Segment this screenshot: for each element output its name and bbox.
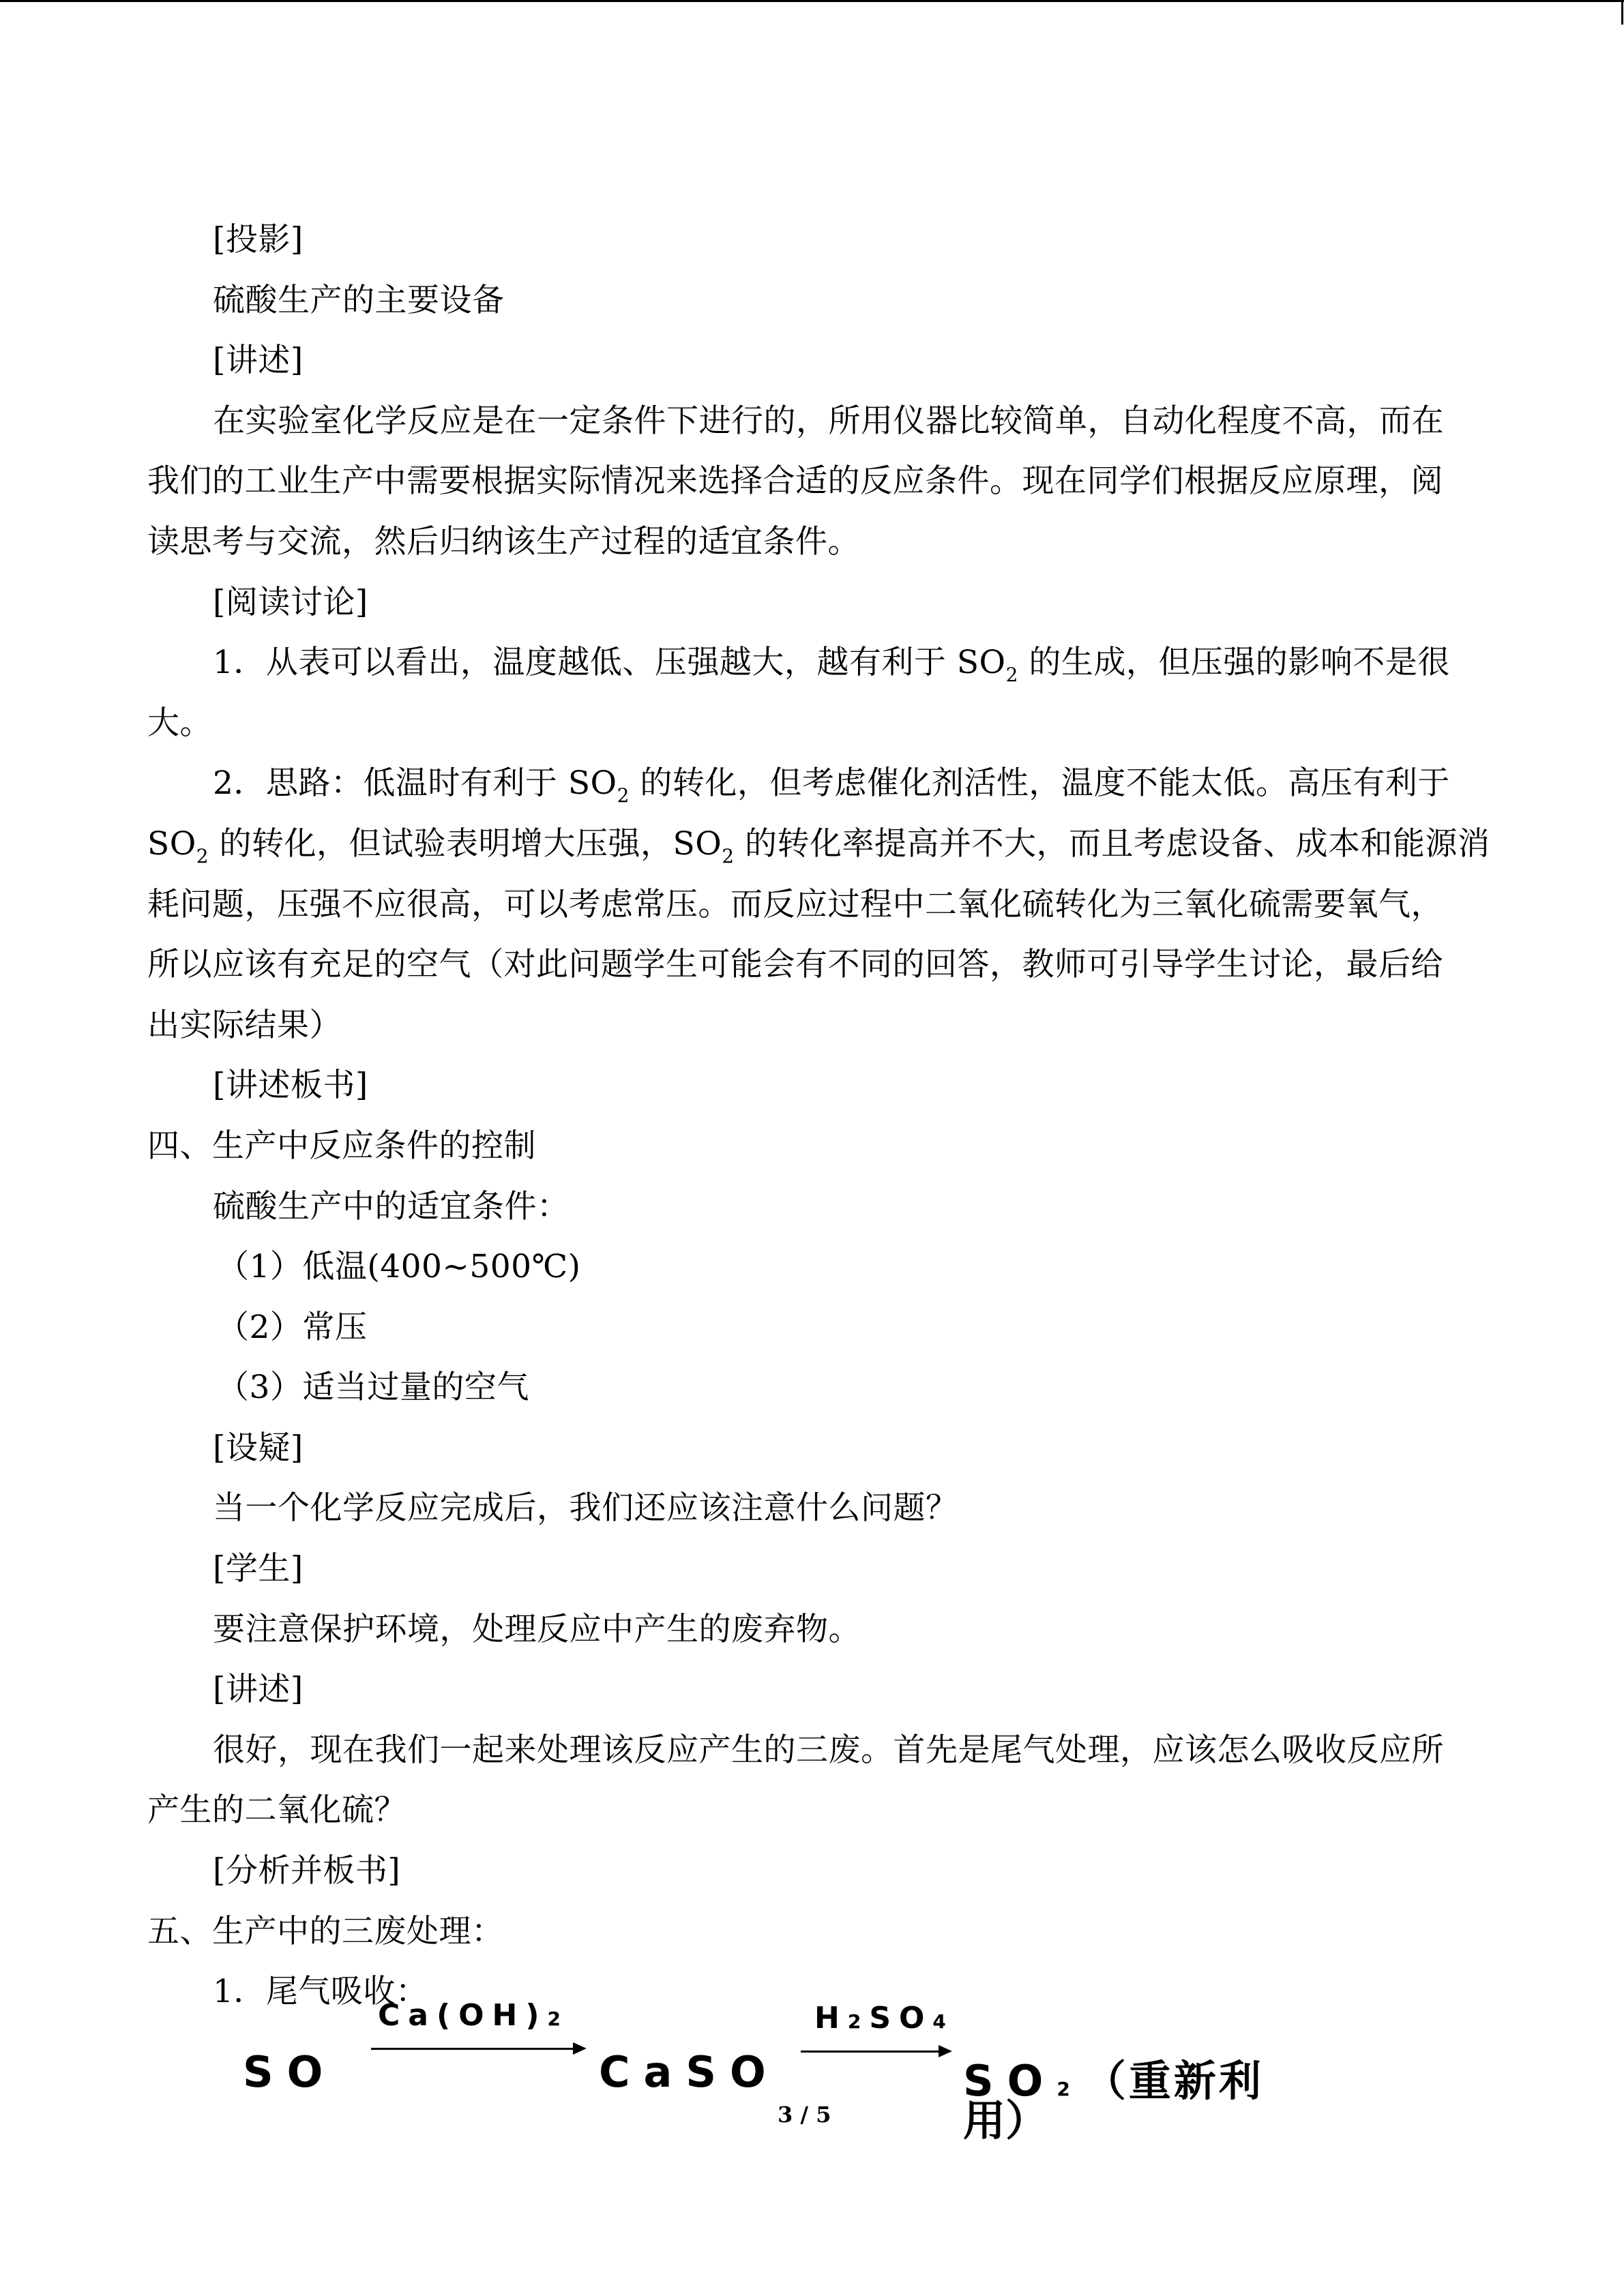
- text-run: 的生成，但压强的影响不是很: [1018, 644, 1450, 682]
- paragraph-line: [147, 633, 1477, 694]
- clipped-note-text: 用）: [963, 2096, 1048, 2145]
- condition-item-1: （1）低温(400~500℃): [217, 1248, 581, 1286]
- product-formula: SO: [963, 2056, 1057, 2106]
- equation-intermediate: CaSO: [599, 2047, 780, 2097]
- product-subscript: 2: [1057, 2078, 1084, 2100]
- equation-reagent-2: [814, 2001, 954, 2036]
- paragraph-line: 所以应该有充足的空气（对此问题学生可能会有不同的回答，教师可引导学生讨论，最后给: [147, 946, 1443, 984]
- section-heading-5: 五、生产中的三废处理：: [147, 1912, 504, 1950]
- paragraph-line: 当一个化学反应完成后，我们还应该注意什么问题？: [213, 1489, 958, 1527]
- paragraph-line: 大。: [147, 704, 212, 742]
- paragraph-line: 要注意保护环境，处理反应中产生的废弃物。: [213, 1610, 861, 1648]
- reagent-2-formula-a: H: [814, 2001, 848, 2036]
- reagent-1-formula: Ca(OH): [378, 1998, 548, 2033]
- text-run: 2．思路：低温时有利于 SO: [213, 764, 617, 803]
- label-narration: [讲述]: [213, 342, 304, 380]
- label-question: [设疑]: [213, 1429, 304, 1467]
- section-heading-4: 四、生产中反应条件的控制: [147, 1127, 536, 1165]
- equation-reactant: SO: [243, 2047, 337, 2097]
- paragraph-line: 出实际结果）: [147, 1006, 342, 1044]
- text-run: 的转化率提高并不大，而且考虑设备、成本和能源消: [734, 824, 1490, 863]
- paragraph-line: [147, 754, 1477, 814]
- label-reading-discussion: [阅读讨论]: [213, 583, 368, 621]
- product-note: （重新利: [1083, 2056, 1264, 2106]
- condition-item-2: （2）常压: [217, 1308, 368, 1346]
- condition-item-3: （3）适当过量的空气: [217, 1369, 529, 1407]
- subscript: 2: [722, 844, 735, 867]
- subscript: 2: [1005, 664, 1018, 687]
- paragraph-line: 产生的二氧化硫？: [147, 1791, 407, 1830]
- label-analysis-board: [分析并板书]: [213, 1852, 401, 1890]
- text-run: 1．从表可以看出，温度越低、压强越大，越有利于 SO: [213, 644, 1006, 682]
- paragraph-line: 我们的工业生产中需要根据实际情况来选择合适的反应条件。现在同学们根据反应原理，阅: [147, 462, 1443, 501]
- paragraph-line: 耗问题，压强不应很高，可以考虑常压。而反应过程中二氧化硫转化为三氧化硫需要氧气，: [147, 885, 1443, 923]
- subscript: 2: [617, 784, 630, 807]
- subscript: 2: [196, 844, 209, 867]
- equation-reagent-1: [378, 1998, 569, 2033]
- clipped-note-continuation: [963, 2096, 1048, 2145]
- text-equipment: 硫酸生产的主要设备: [213, 281, 505, 319]
- label-projection: [投影]: [213, 221, 304, 258]
- page-border-right: [1621, 0, 1623, 25]
- paragraph-line: 1．尾气吸收：: [213, 1973, 428, 2011]
- reaction-equation: [147, 1998, 1477, 2175]
- reagent-2-formula-b: SO: [869, 2001, 933, 2036]
- label-narration-board: [讲述板书]: [213, 1067, 368, 1105]
- page-border-top: [0, 0, 1624, 2]
- paragraph-line: 很好，现在我们一起来处理该反应产生的三废。首先是尾气处理，应该怎么吸收反应所: [213, 1731, 1444, 1769]
- page-number: 3 / 5: [778, 2102, 831, 2128]
- reagent-2-subscript-b: 4: [932, 2010, 954, 2033]
- label-narration: [讲述]: [213, 1671, 304, 1709]
- reaction-arrow-2: [801, 2051, 949, 2053]
- document-body: [147, 210, 1490, 2023]
- label-student: [学生]: [213, 1550, 304, 1588]
- paragraph-line: 硫酸生产中的适宜条件：: [213, 1187, 570, 1225]
- reagent-2-subscript-a: 2: [847, 2010, 870, 2033]
- text-run: SO: [147, 824, 196, 863]
- reaction-arrow-1: [371, 2048, 584, 2050]
- paragraph-line: 读思考与交流，然后归纳该生产过程的适宜条件。: [147, 522, 860, 561]
- text-run: 的转化，但考虑催化剂活性，温度不能太低。高压有利于: [629, 764, 1450, 803]
- paragraph-line: [147, 814, 1490, 875]
- paragraph-line: 在实验室化学反应是在一定条件下进行的，所用仪器比较简单，自动化程度不高，而在: [213, 402, 1444, 440]
- reagent-1-subscript: 2: [547, 2008, 569, 2030]
- text-run: 的转化，但试验表明增大压强，SO: [209, 824, 722, 863]
